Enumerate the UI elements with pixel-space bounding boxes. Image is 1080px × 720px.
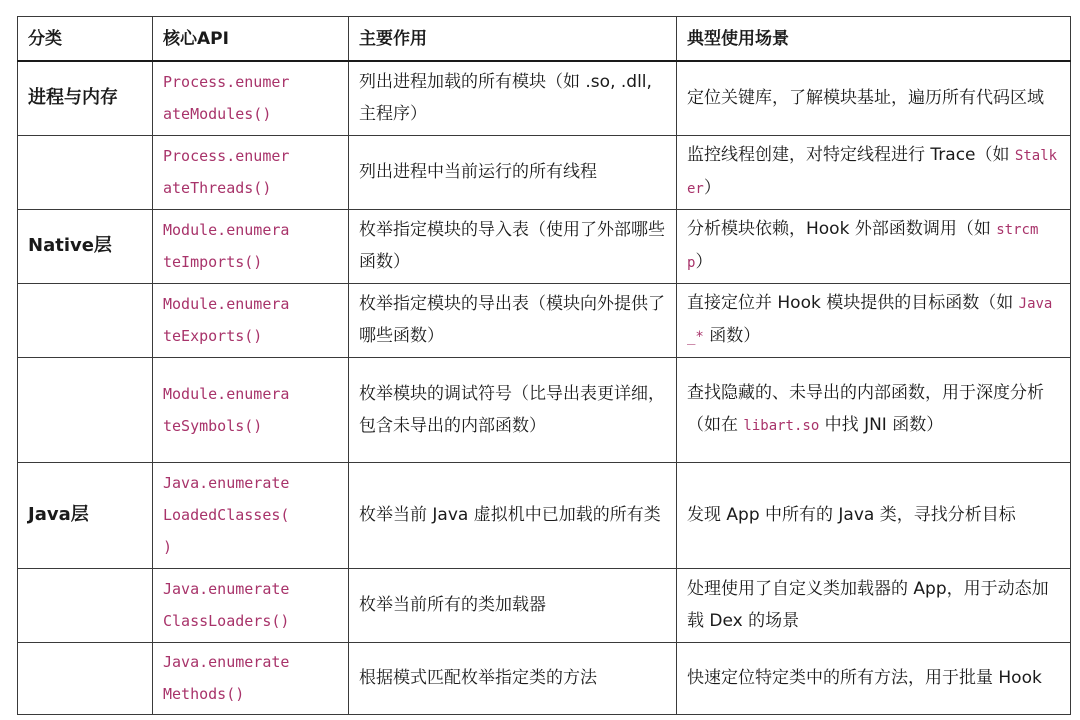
purpose-cell: 根据模式匹配枚举指定类的方法 bbox=[349, 642, 677, 714]
api-line: Module.enumera bbox=[163, 384, 290, 403]
scenario-cell: 处理使用了自定义类加载器的 App，用于动态加载 Dex 的场景 bbox=[677, 568, 1071, 642]
scenario-cell bbox=[677, 135, 1071, 209]
api-cell bbox=[153, 357, 349, 462]
api-cell bbox=[153, 61, 349, 135]
api-line: teSymbols() bbox=[163, 416, 263, 435]
table-row bbox=[18, 462, 1071, 568]
scenario-text: 分析模块依赖，Hook 外部函数调用（如 bbox=[687, 219, 997, 239]
api-cell bbox=[153, 462, 349, 568]
api-cell bbox=[153, 209, 349, 283]
category-cell bbox=[18, 357, 153, 462]
header-purpose: 主要作用 bbox=[349, 17, 677, 62]
purpose-cell: 枚举指定模块的导出表（模块向外提供了哪些函数） bbox=[349, 283, 677, 357]
purpose-cell: 枚举指定模块的导入表（使用了外部哪些函数） bbox=[349, 209, 677, 283]
scenario-text: ） bbox=[695, 252, 713, 272]
header-category: 分类 bbox=[18, 17, 153, 62]
api-line: Process.enumer bbox=[163, 147, 290, 165]
category-cell: Java层 bbox=[18, 462, 153, 568]
api-line: teImports() bbox=[163, 253, 263, 271]
scenario-cell: 快速定位特定类中的所有方法，用于批量 Hook bbox=[677, 642, 1071, 714]
api-line: ) bbox=[163, 538, 173, 556]
inline-code: strcmp bbox=[687, 222, 1039, 271]
api-line: Java.enumerate bbox=[163, 653, 290, 671]
api-line: Module.enumera bbox=[163, 295, 290, 313]
table-row bbox=[18, 283, 1071, 357]
category-cell bbox=[18, 283, 153, 357]
scenario-cell: 定位关键库，了解模块基址，遍历所有代码区域 bbox=[677, 61, 1071, 135]
table-row bbox=[18, 568, 1071, 642]
scenario-text: 函数） bbox=[703, 326, 761, 346]
table-header-row bbox=[18, 17, 1071, 62]
category-cell bbox=[18, 642, 153, 714]
header-api: 核心API bbox=[153, 17, 349, 62]
scenario-cell bbox=[677, 357, 1071, 462]
api-reference-table bbox=[17, 16, 1071, 715]
api-line: Java.enumerate bbox=[163, 580, 290, 598]
header-scenario: 典型使用场景 bbox=[677, 17, 1071, 62]
api-line: Process.enumer bbox=[163, 73, 290, 92]
purpose-cell: 枚举模块的调试符号（比导出表更详细，包含未导出的内部函数） bbox=[349, 357, 677, 462]
api-line: ateThreads() bbox=[163, 179, 272, 197]
category-cell bbox=[18, 135, 153, 209]
scenario-text: 中找 JNI 函数） bbox=[819, 415, 944, 435]
category-cell: 进程与内存 bbox=[18, 61, 153, 135]
inline-code: Stalker bbox=[687, 148, 1058, 197]
inline-code: libart.so bbox=[743, 418, 820, 434]
purpose-cell: 列出进程加载的所有模块（如 .so, .dll, 主程序） bbox=[349, 61, 677, 135]
scenario-text: 监控线程创建，对特定线程进行 Trace（如 bbox=[687, 145, 1015, 165]
api-line: LoadedClasses( bbox=[163, 506, 290, 524]
scenario-text: ） bbox=[703, 178, 721, 198]
api-cell bbox=[153, 568, 349, 642]
table-row bbox=[18, 357, 1071, 462]
api-cell bbox=[153, 135, 349, 209]
category-cell: Native层 bbox=[18, 209, 153, 283]
api-line: ateModules() bbox=[163, 105, 272, 124]
category-cell bbox=[18, 568, 153, 642]
scenario-cell: 发现 App 中所有的 Java 类，寻找分析目标 bbox=[677, 462, 1071, 568]
scenario-text: 查找隐藏的、未导出的内部函数，用于深度分析（如在 bbox=[687, 383, 1044, 435]
api-cell bbox=[153, 642, 349, 714]
scenario-cell bbox=[677, 209, 1071, 283]
purpose-cell: 枚举当前所有的类加载器 bbox=[349, 568, 677, 642]
api-line: teExports() bbox=[163, 327, 263, 345]
scenario-cell bbox=[677, 283, 1071, 357]
table-row bbox=[18, 642, 1071, 714]
api-line: Module.enumera bbox=[163, 221, 290, 239]
api-line: Methods() bbox=[163, 685, 245, 703]
inline-code: Java_* bbox=[687, 296, 1053, 345]
api-line: Java.enumerate bbox=[163, 474, 290, 492]
scenario-text: 直接定位并 Hook 模块提供的目标函数（如 bbox=[687, 293, 1019, 313]
purpose-cell: 列出进程中当前运行的所有线程 bbox=[349, 135, 677, 209]
api-cell bbox=[153, 283, 349, 357]
purpose-cell: 枚举当前 Java 虚拟机中已加载的所有类 bbox=[349, 462, 677, 568]
table-row bbox=[18, 61, 1071, 135]
table-row bbox=[18, 209, 1071, 283]
table-row bbox=[18, 135, 1071, 209]
api-line: ClassLoaders() bbox=[163, 612, 290, 630]
